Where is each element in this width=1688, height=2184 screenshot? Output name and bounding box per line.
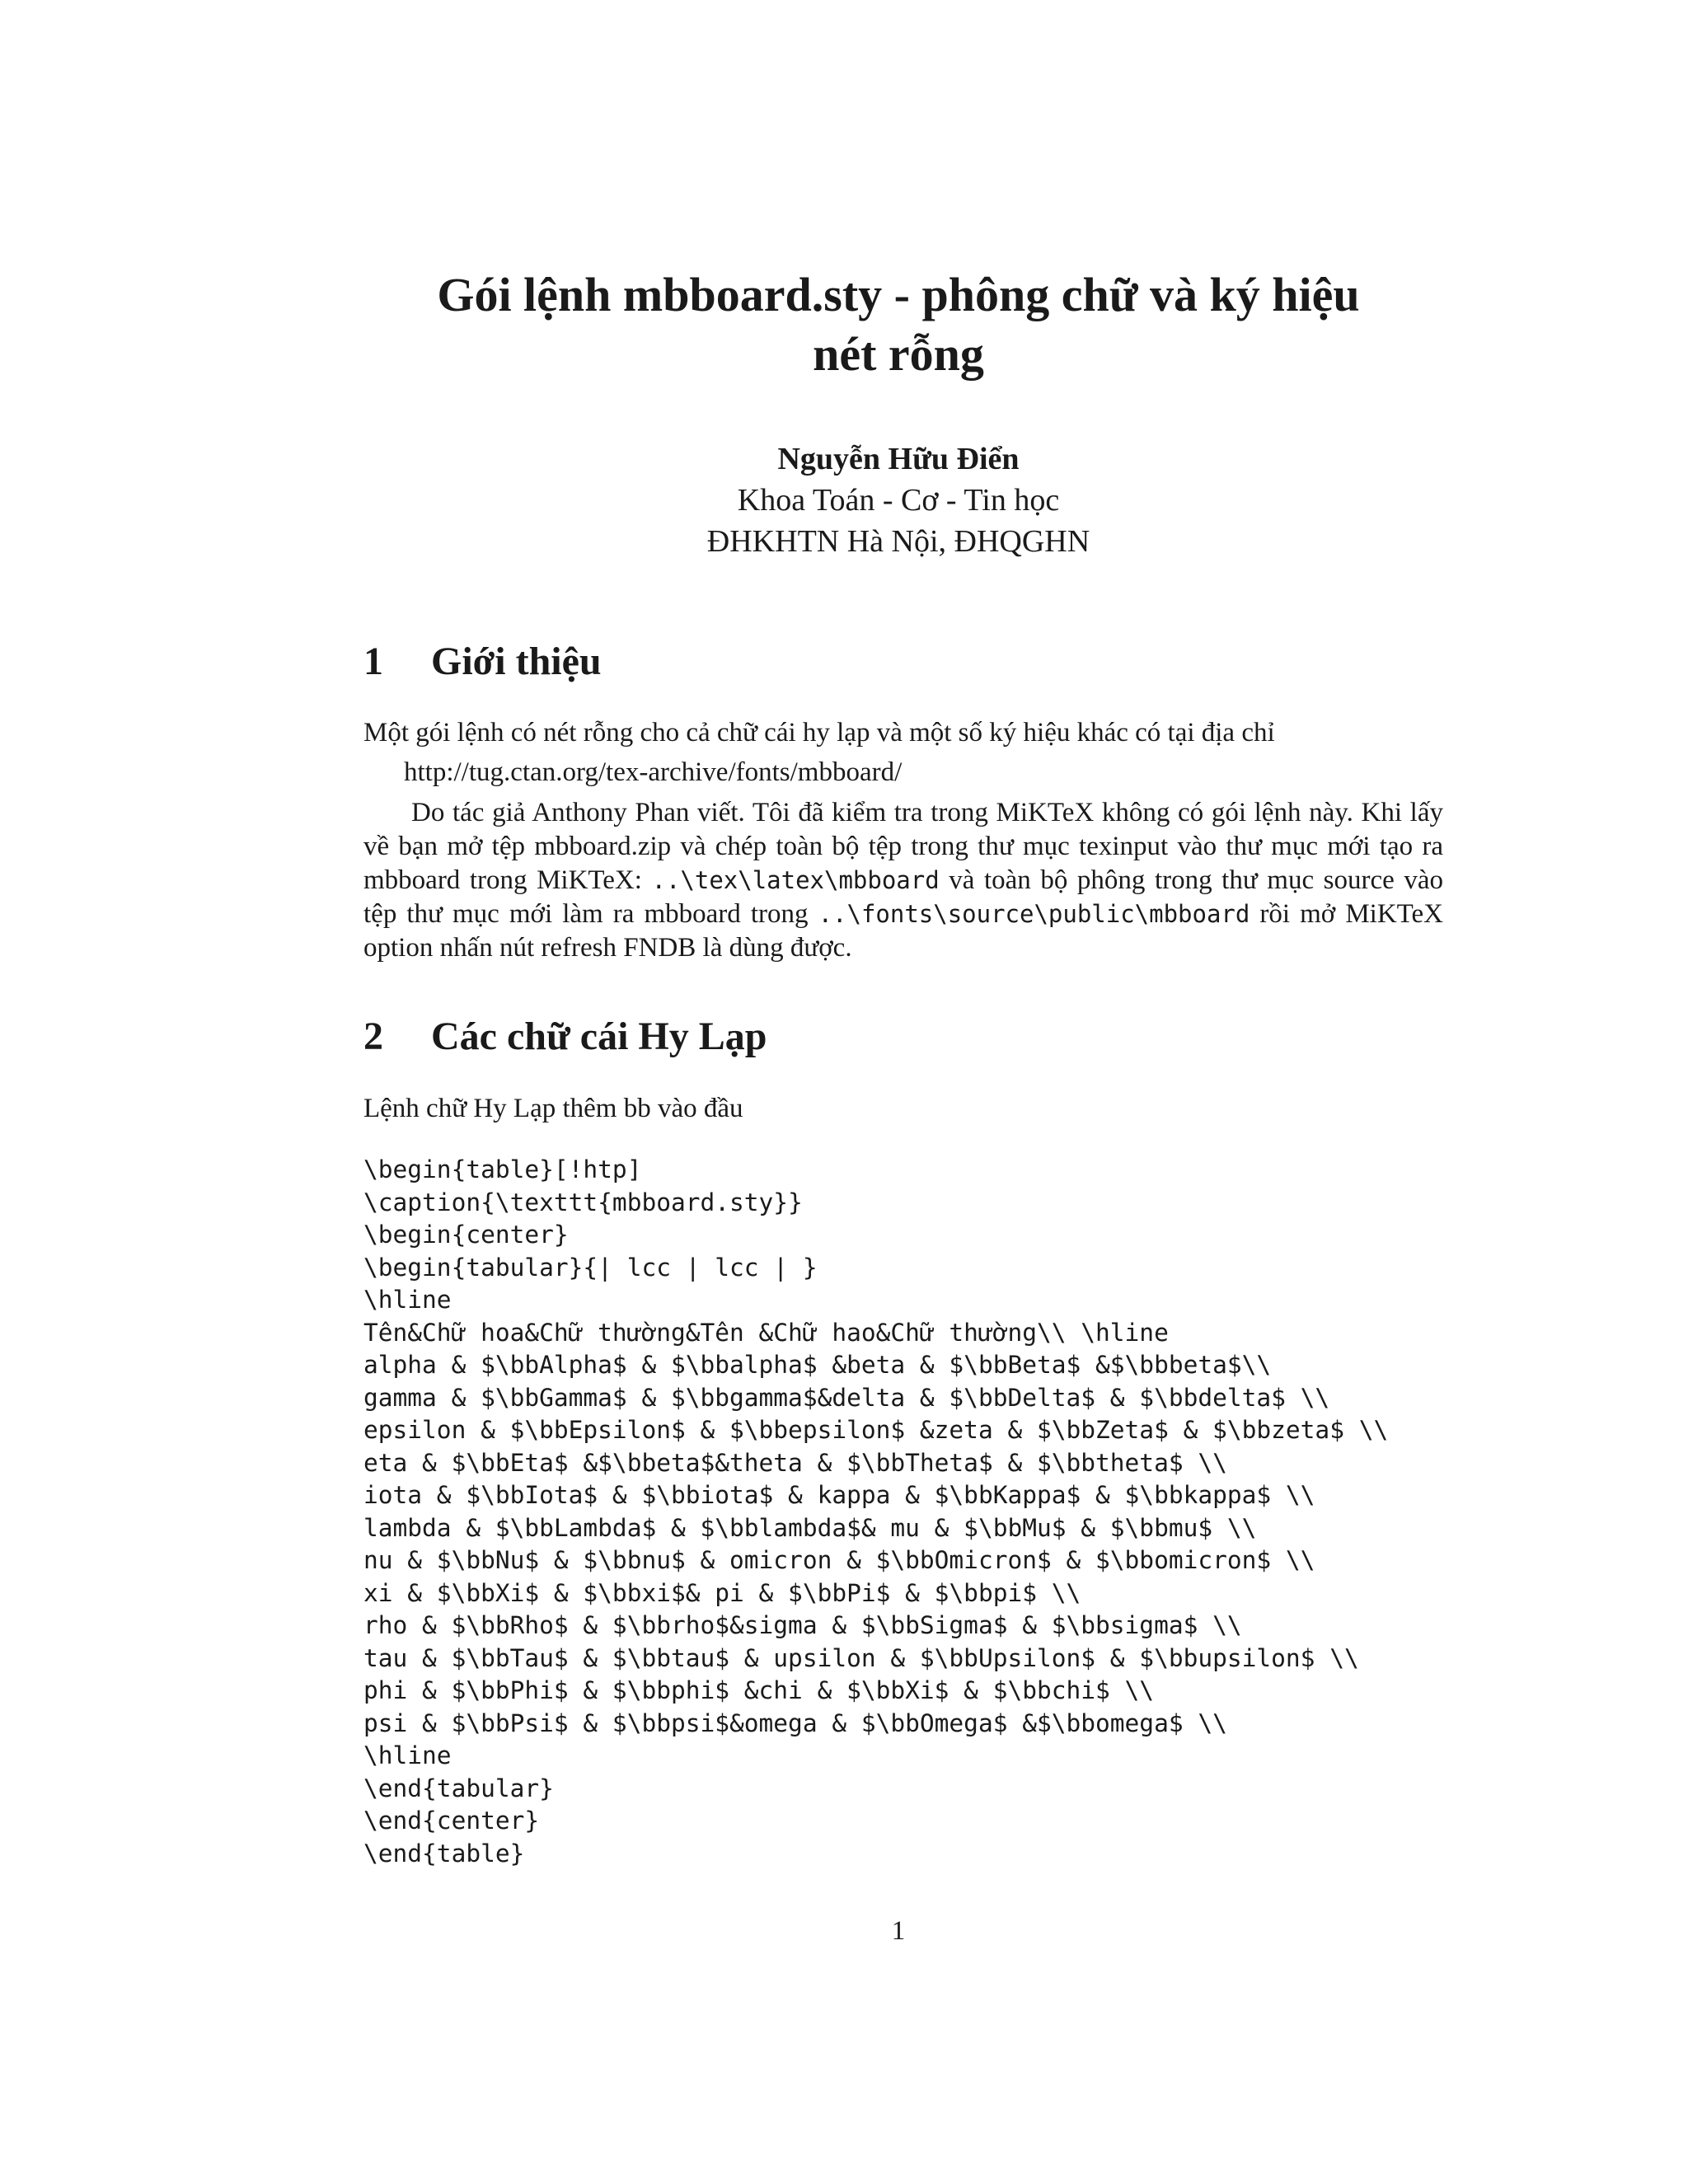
paragraph-text-3: rồi mở MiKTeX option nhấn nút refresh FNDB là dùng được. <box>363 899 1443 963</box>
paragraph-text-2: và toàn bộ phông trong thư mục source vào tệp thư mục mới làm ra mbboard trong <box>363 865 1444 929</box>
section-1-heading <box>363 639 602 685</box>
miktex-path-latex: ..\tex\latex\mbboard <box>651 866 940 894</box>
paper-title <box>272 265 1525 384</box>
code-line: gamma & $\bbGamma$ & $\bbgamma$&delta & $\bbDelta$ & $\bbdelta$ \\ <box>363 1383 1330 1412</box>
section-2-intro: Lệnh chữ Hy Lạp thêm bb vào đầu <box>363 1094 743 1123</box>
code-line: \caption{\texttt{mbboard.sty}} <box>363 1188 803 1216</box>
section-1-paragraph <box>363 796 1443 965</box>
code-line: \begin{tabular}{| lcc | lcc | } <box>363 1253 818 1282</box>
title-line-1: Gói lệnh mbboard.sty - phông chữ và ký hiệu <box>437 268 1360 321</box>
miktex-path-fonts: ..\fonts\source\public\mbboard <box>818 900 1250 928</box>
code-line: eta & $\bbEta$ &$\bbeta$&theta & $\bbTheta$ & $\bbtheta$ \\ <box>363 1448 1227 1477</box>
section-2-title: Các chữ cái Hy Lạp <box>431 1015 767 1058</box>
latex-code-block <box>363 1154 1388 1870</box>
author-affiliation-2: ĐHKHTN Hà Nội, ĐHQGHN <box>706 524 1090 559</box>
section-1-title: Giới thiệu <box>431 640 602 683</box>
section-1-number: 1 <box>363 640 383 683</box>
section-2-heading <box>363 1014 767 1060</box>
code-line: xi & $\bbXi$ & $\bbxi$& pi & $\bbPi$ & $\bbpi$ \\ <box>363 1578 1081 1607</box>
section-2-number: 2 <box>363 1015 383 1058</box>
code-line: \end{table} <box>363 1839 525 1868</box>
author-block <box>272 438 1525 562</box>
author-name: Nguyễn Hữu Điển <box>777 442 1020 476</box>
code-line: lambda & $\bbLambda$ & $\bblambda$& mu & $\bbMu$ & $\bbmu$ \\ <box>363 1513 1257 1542</box>
code-line: iota & $\bbIota$ & $\bbiota$ & kappa & $\bbKappa$ & $\bbkappa$ \\ <box>363 1481 1315 1509</box>
code-line: \begin{center} <box>363 1221 569 1249</box>
author-affiliation-1: Khoa Toán - Cơ - Tin học <box>737 483 1060 518</box>
code-line: nu & $\bbNu$ & $\bbnu$ & omicron & $\bbOmicron$ & $\bbomicron$ \\ <box>363 1546 1315 1574</box>
code-line: alpha & $\bbAlpha$ & $\bbalpha$ &beta & $\bbBeta$ &$\bbbeta$\\ <box>363 1351 1272 1379</box>
code-line: epsilon & $\bbEpsilon$ & $\bbepsilon$ &zeta & $\bbZeta$ & $\bbzeta$ \\ <box>363 1416 1389 1444</box>
paragraph-text-1: Do tác giả Anthony Phan viết. Tôi đã kiểm tra trong MiKTeX không có gói lệnh này. Khi lấy về bạn mở tệp mbboard.zip và chép toàn bộ tệp trong thư mục texinput vào thư mục mới tạo ra mbboard trong MiKTeX: <box>363 798 1443 895</box>
code-line: \hline <box>363 1286 452 1314</box>
code-line: Tên&Chữ hoa&Chữ thường&Tên &Chữ hao&Chữ thường\\ \hline <box>363 1318 1169 1347</box>
code-line: \end{center} <box>363 1807 540 1835</box>
code-line: \end{tabular} <box>363 1774 554 1802</box>
code-line: \begin{table}[!htp] <box>363 1155 642 1183</box>
section-1-intro: Một gói lệnh có nét rỗng cho cả chữ cái hy lạp và một số ký hiệu khác có tại địa chỉ <box>363 718 1275 748</box>
mbboard-url: http://tug.ctan.org/tex-archive/fonts/mbboard/ <box>404 757 903 787</box>
title-line-2: nét rỗng <box>813 327 984 381</box>
code-line: tau & $\bbTau$ & $\bbtau$ & upsilon & $\bbUpsilon$ & $\bbupsilon$ \\ <box>363 1643 1359 1672</box>
page-number: 1 <box>891 1916 906 1946</box>
code-line: psi & $\bbPsi$ & $\bbpsi$&omega & $\bbOmega$ &$\bbomega$ \\ <box>363 1708 1227 1737</box>
code-line: phi & $\bbPhi$ & $\bbphi$ &chi & $\bbXi$ & $\bbchi$ \\ <box>363 1676 1155 1704</box>
code-line: \hline <box>363 1741 452 1769</box>
code-line: rho & $\bbRho$ & $\bbrho$&sigma & $\bbSigma$ & $\bbsigma$ \\ <box>363 1611 1242 1639</box>
